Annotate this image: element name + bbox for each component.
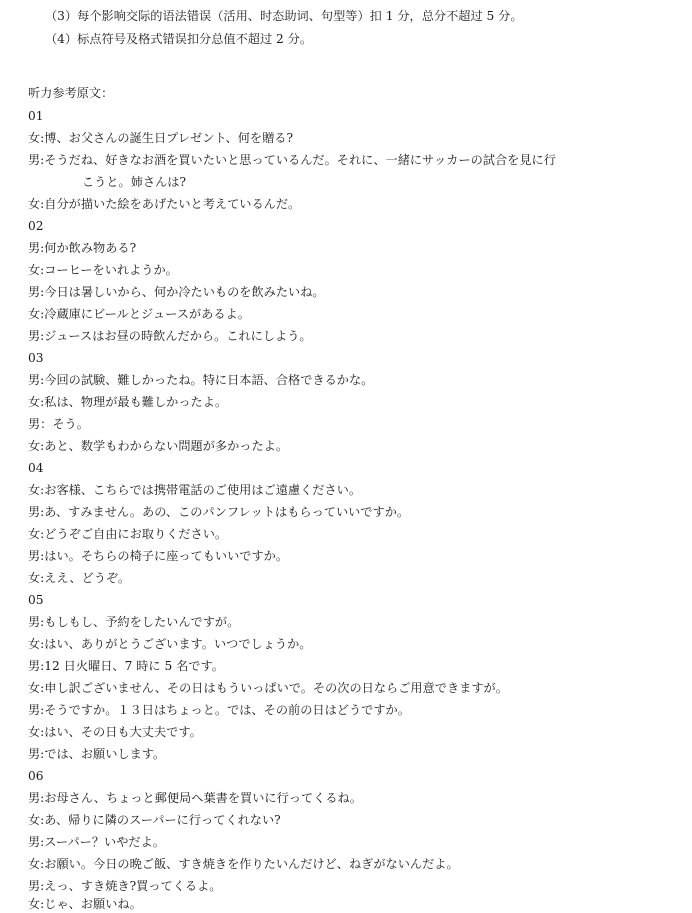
dialogue-line: 男:そうですか。１３日はちょっと。では、その前の日はどうですか。 — [28, 703, 410, 717]
dialogue-line: 女:あと、数学もわからない問題が多かったよ。 — [28, 439, 289, 453]
dialogue-line: 女:コーヒーをいれようか。 — [28, 263, 178, 277]
scoring-rule-3: （3）每个影响交际的语法错误（活用、时态助词、句型等）扣 1 分，总分不超过 5 分。 — [45, 9, 523, 23]
dialogue-line-continuation: こうと。姉さんは? — [82, 175, 187, 189]
dialogue-line: 女:どうぞご自由にお取りください。 — [28, 527, 228, 541]
dialogue-number: 06 — [28, 769, 44, 783]
dialogue-number: 05 — [28, 593, 44, 607]
dialogue-line: 男:もしもし、予約をしたいんですが。 — [28, 615, 240, 629]
dialogue-line: 女:お客様、こちらでは携帯電話のご使用はご遠慮ください。 — [28, 483, 362, 497]
dialogue-line: 男:そうだね、好きなお酒を買いたいと思っているんだ。それに、一緒にサッカーの試合を見に行 — [28, 153, 556, 167]
dialogue-line: 女:博、お父さんの誕生日プレゼント、何を贈る? — [28, 131, 293, 145]
dialogue-line: 男:お母さん、ちょっと郵便局へ葉書を買いに行ってくるね。 — [28, 791, 362, 805]
dialogue-line: 男:スーパー？いやだよ。 — [28, 835, 165, 849]
dialogue-number: 01 — [28, 109, 44, 123]
dialogue-line: 女:冷蔵庫にビールとジュースがあるよ。 — [28, 307, 250, 321]
scoring-rule-4: （4）标点符号及格式错误扣分总值不超过 2 分。 — [45, 32, 313, 46]
dialogue-line: 男:今日は暑しいから、何か冷たいものを飲みたいね。 — [28, 285, 325, 299]
dialogue-line: 男:今回の試験、難しかったね。特に日本語、合格できるかな。 — [28, 373, 374, 387]
dialogue-number: 04 — [28, 461, 44, 475]
dialogue-line: 男:えっ、すき焼き?買ってくるよ。 — [28, 879, 222, 893]
dialogue-line: 男:では、お願いします。 — [28, 747, 166, 761]
dialogue-line: 男：そう。 — [28, 417, 89, 431]
dialogue-line: 女:あ、帰りに隣のスーパーに行ってくれない? — [28, 813, 281, 827]
dialogue-line: 女:お願い。今日の晩ご飯、すき焼きを作りたいんだけど、ねぎがないんだよ。 — [28, 857, 459, 871]
dialogue-line: 男:はい。そちらの椅子に座ってもいいですか。 — [28, 549, 289, 563]
dialogue-line: 男:ジュースはお昼の時飲んだから。これにしよう。 — [28, 329, 312, 343]
dialogue-line: 女:自分が描いた絵をあげたいと考えているんだ。 — [28, 197, 301, 211]
dialogue-number: 02 — [28, 219, 44, 233]
dialogue-line: 女:はい、その日も大丈夫です。 — [28, 725, 202, 739]
dialogue-line: 女:私は、物理が最も難しかったよ。 — [28, 395, 228, 409]
dialogue-line: 男:何か飲み物ある? — [28, 241, 137, 255]
dialogue-line: 女:申し訳ございません、その日はもういっぱいで。その次の日ならご用意できますが。 — [28, 681, 508, 695]
dialogue-line: 女:はい、ありがとうございます。いつでしょうか。 — [28, 637, 312, 651]
dialogue-line: 女:ええ、どうぞ。 — [28, 571, 131, 585]
section-title: 听力参考原文： — [28, 86, 114, 100]
dialogue-number: 03 — [28, 351, 44, 365]
dialogue-line: 女:じゃ、お願いね。 — [28, 897, 142, 911]
dialogue-line: 男:12 日火曜日、7 時に 5 名です。 — [28, 659, 224, 673]
dialogue-line: 男:あ、すみません。あの、このパンフレットはもらっていいですか。 — [28, 505, 410, 519]
